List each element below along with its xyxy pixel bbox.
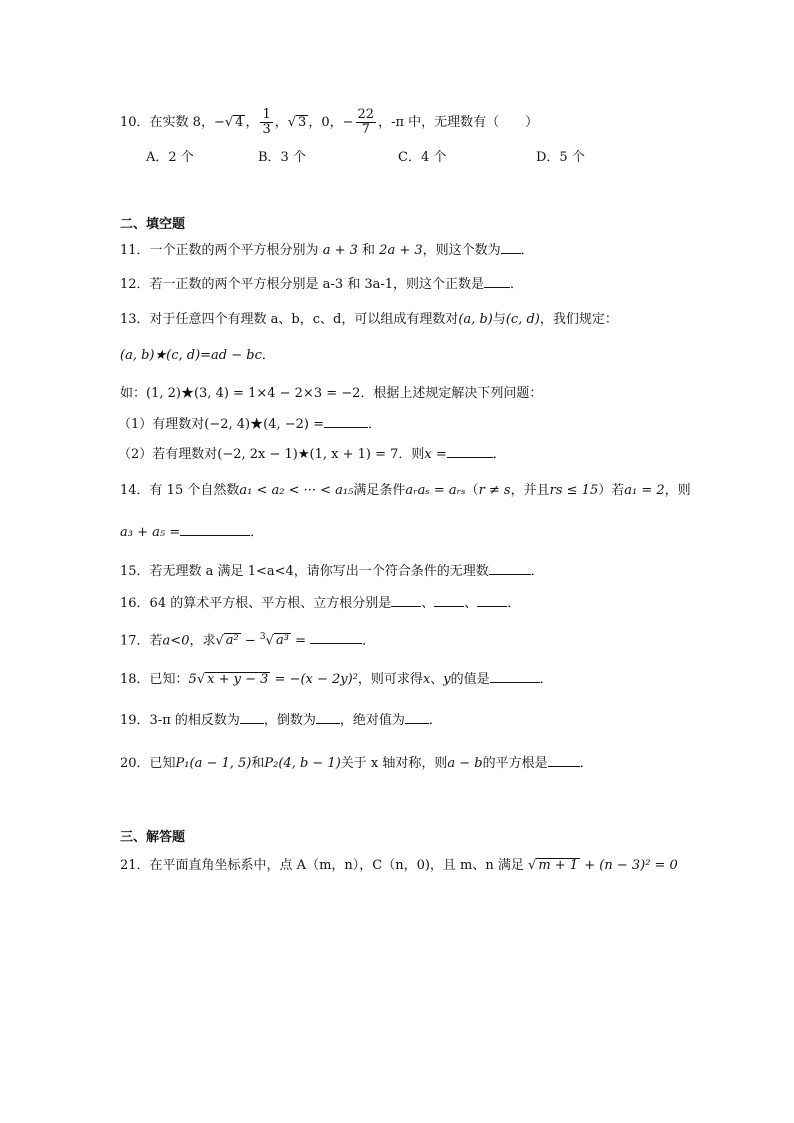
answer-blank[interactable] [391, 594, 421, 607]
option-d[interactable]: D．5 个 [536, 150, 585, 165]
question-13-example: 如：(1, 2)★(3, 4) = 1×4 − 2×3 = −2．根据上述规定解决下列问题： [120, 386, 543, 401]
answer-blank[interactable] [240, 711, 264, 724]
answer-blank[interactable] [484, 275, 510, 288]
answer-blank[interactable] [477, 594, 507, 607]
question-17: 17．若a<0，求√ a² − $^3$√ a³ = ． [120, 632, 376, 649]
question-12: 12．若一正数的两个平方根分别是 a-3 和 3a-1，则这个正数是 ． [120, 277, 524, 292]
sqrt-3: 3 [298, 115, 307, 130]
question-11: 11．一个正数的两个平方根分别为 a + 3 和 2a + 3，则这个数为 ． [120, 243, 534, 258]
option-b[interactable]: B．3 个 [258, 150, 306, 165]
question-21: 21．在平面直角坐标系中，点 A（m，n），C（n，0)，且 m、n 满足 √ m + 1 + (n − 3)² = 0 [120, 858, 678, 873]
question-14: 14．有 15 个自然数a₁ < a₂ < ··· < a₁₅满足条件aᵣaₛ = aᵣₛ（r ≠ s，并且rs ≤ 15）若a₁ = 2，则 [120, 483, 691, 498]
fraction-1-3: $\frac{1}{3}$ [262, 107, 271, 137]
section-answer-questions: 三、解答题 [120, 830, 186, 845]
answer-blank[interactable] [316, 711, 340, 724]
option-c[interactable]: C．4 个 [398, 150, 447, 165]
question-10: 10．在实数 8，−√ 4 ， $\frac{1}{3}$ ，√ 3 ，0，− $\frac{22}{7}$ ，-π 中，无理数有（ ） [120, 107, 539, 137]
question-13-definition: (a, b)★(c, d)=ad − bc． [120, 348, 275, 363]
sqrt-4: 4 [235, 115, 244, 130]
option-a[interactable]: A．2 个 [146, 150, 194, 165]
answer-blank[interactable] [324, 415, 368, 428]
question-16: 16．64 的算术平方根、平方根、立方根分别是 、 、 ． [120, 596, 521, 611]
section-fill-in-blank: 二、填空题 [120, 217, 186, 232]
question-13-part-1: （1）有理数对(−2, 4)★(4, −2) = ． [118, 417, 382, 432]
answer-blank[interactable] [310, 631, 362, 644]
answer-blank[interactable] [489, 562, 531, 575]
answer-blank[interactable] [434, 594, 464, 607]
answer-blank[interactable] [501, 241, 521, 254]
question-15: 15．若无理数 a 满足 1<a<4，请你写出一个符合条件的无理数 ． [120, 564, 544, 579]
question-13-part-2: （2）若有理数对(−2, 2x − 1)★(1, x + 1) = 7．则x = ． [118, 447, 506, 462]
answer-blank[interactable] [447, 445, 493, 458]
answer-blank[interactable] [405, 711, 429, 724]
question-20: 20．已知P₁(a − 1, 5)和P₂(4, b − 1)关于 x 轴对称，则a − b的平方根是 ． [120, 756, 593, 771]
question-18: 18．已知：5√ x + y − 3 = −(x − 2y)²，则可求得x、y的值是 ． [120, 672, 553, 687]
fraction-22-7: $\frac{22}{7}$ [357, 107, 375, 137]
answer-blank[interactable] [490, 670, 540, 683]
question-13: 13．对于任意四个有理数 a、b，c、d，可以组成有理数对(a, b)与(c, d)，我们规定： [120, 312, 618, 327]
answer-blank[interactable] [180, 523, 250, 536]
question-19: 19．3-π 的相反数为 ，倒数为 ，绝对值为 ． [120, 713, 442, 728]
answer-blank[interactable] [548, 754, 580, 767]
question-14-answer: a₃ + a₅ = ． [120, 525, 264, 540]
